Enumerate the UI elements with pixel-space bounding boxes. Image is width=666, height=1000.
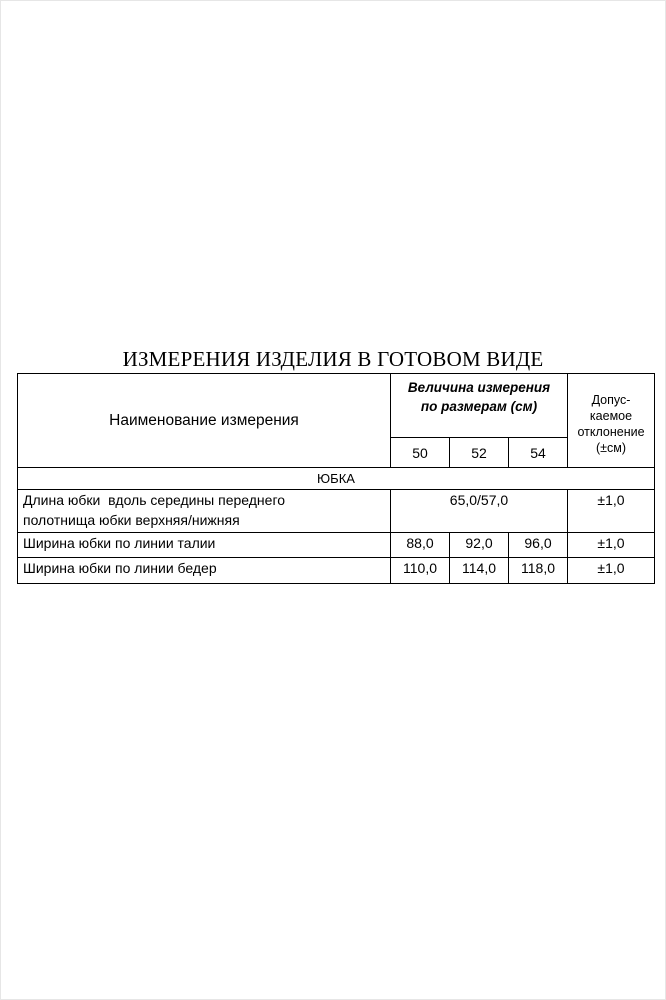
value-hip-52: 114,0 [450, 558, 509, 584]
value-hip-54: 118,0 [509, 558, 568, 584]
header-tolerance-line3: отклонение [577, 425, 645, 439]
header-size-group-line2: по размерам (см) [420, 399, 538, 414]
value-hip-50: 110,0 [391, 558, 450, 584]
section-skirt: ЮБКА [18, 468, 655, 490]
table-row [18, 533, 655, 558]
row-label-line1: Длина юбки вдоль середины переднего [23, 492, 286, 508]
size-52: 52 [450, 438, 509, 468]
value-waist-54: 96,0 [509, 533, 568, 558]
table-row [18, 558, 655, 584]
tolerance-hip-width: ±1,0 [568, 558, 655, 584]
value-waist-52: 92,0 [450, 533, 509, 558]
header-size-group [391, 374, 568, 438]
table-row [18, 490, 655, 533]
row-label-waist-width: Ширина юбки по линии талии [18, 533, 391, 558]
measurements-table [17, 373, 655, 584]
document-title: ИЗМЕРЕНИЯ ИЗДЕЛИЯ В ГОТОВОМ ВИДЕ [122, 347, 544, 371]
row-label-skirt-length [18, 490, 391, 533]
row-label-hip-width: Ширина юбки по линии бедер [18, 558, 391, 584]
header-tolerance [568, 374, 655, 468]
header-row [18, 374, 655, 438]
size-50: 50 [391, 438, 450, 468]
size-54: 54 [509, 438, 568, 468]
header-tolerance-line4: (±см) [595, 441, 627, 455]
value-waist-50: 88,0 [391, 533, 450, 558]
header-name-column: Наименование измерения [18, 374, 391, 468]
header-tolerance-line2: каемое [589, 409, 633, 423]
header-size-group-line1: Величина измерения [407, 380, 551, 395]
tolerance-skirt-length: ±1,0 [568, 490, 655, 533]
tolerance-waist-width: ±1,0 [568, 533, 655, 558]
section-row [18, 468, 655, 490]
value-skirt-length: 65,0/57,0 [391, 490, 568, 533]
row-label-line2: полотнища юбки верхняя/нижняя [23, 512, 240, 528]
header-tolerance-line1: Допус- [591, 393, 631, 407]
